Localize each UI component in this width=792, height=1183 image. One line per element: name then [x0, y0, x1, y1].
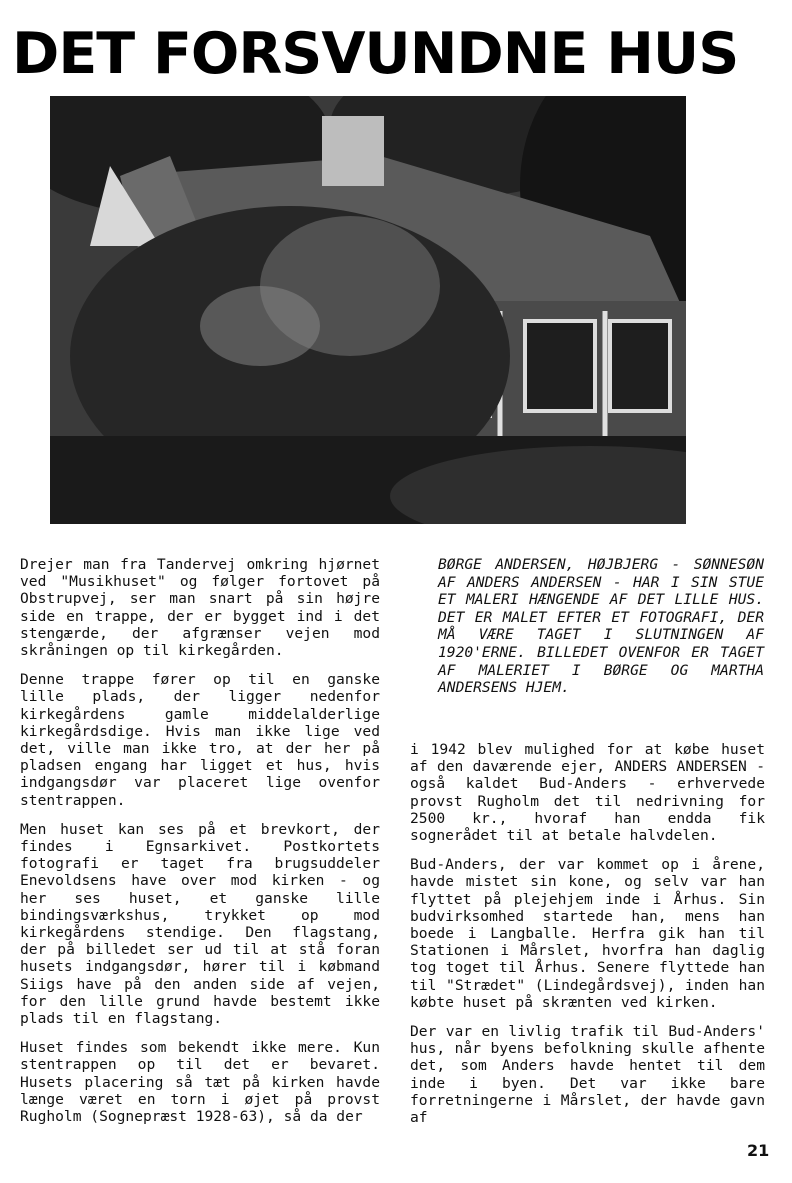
paragraph: Huset findes som bekendt ikke mere. Kun stentrappen op til det er bevaret. Husets placering så tæt på kirken havde længe været en torn i øjet på provst Rugholm (Sognepræst 1928-63), så da der — [20, 1039, 380, 1126]
right-column — [410, 741, 765, 1138]
paragraph: Denne trappe fører op til en ganske lille plads, der ligger nedenfor kirkegårdens gamle middelalderlige kirkegårdsdige. Hvis man ikke lige ved det, ville man ikke tro, at der her på pladsen engang har ligget et hus, hvis indgangsdør var placeret lige ovenfor stentrappen. — [20, 671, 380, 809]
paragraph: Der var en livlig trafik til Bud-Anders' hus, når byens befolkning skulle afhente det, som Anders havde hentet til dem inde i byen. Det var ikke bare forretningerne i Mårslet, der havde gavn af — [410, 1023, 765, 1127]
house-image-icon — [50, 96, 686, 524]
paragraph: i 1942 blev mulighed for at købe huset af den daværende ejer, ANDERS ANDERSEN - også kaldet Bud-Anders - erhvervede provst Rugholm det til nedrivning for 2500 kr., hvoraf han endda fik sognerådet til at betale halvdelen. — [410, 741, 765, 845]
left-column — [20, 556, 380, 1137]
photo-caption: BØRGE ANDERSEN, HØJBJERG - SØNNESØN AF ANDERS ANDERSEN - HAR I SIN STUE ET MALERI HÆNGENDE AF DET LILLE HUS. DET ER MALET EFTER ET FOTOGRAFI, DER MÅ VÆRE TAGET I SLUTNINGEN AF 1920'ERNE. BILLEDET OVENFOR ER TAGET AF MALERIET I BØRGE OG MARTHA ANDERSENS HJEM. — [438, 556, 764, 697]
page-number: 21 — [747, 1141, 770, 1160]
paragraph: Drejer man fra Tandervej omkring hjørnet ved "Musikhuset" og følger fortovet på Obstrupvej, ser man snart på sin højre side en trappe, der er bygget ind i det stengærde, der afgrænser vejen mod skråningen op til kirkegården. — [20, 556, 380, 660]
paragraph: Bud-Anders, der var kommet op i årene, havde mistet sin kone, og selv var han flyttet på plejehjem inde i Århus. Sin budvirksomhed startede han, mens han boede i Langballe. Herfra gik han til Stationen i Mårslet, hvorfra han daglig tog toget til Århus. Senere flyttede han til "Strædet" (Lindegårdsvej), inden han købte huset på skrænten ved kirken. — [410, 856, 765, 1011]
paragraph: Men huset kan ses på et brevkort, der findes i Egnsarkivet. Postkortets fotografi er taget fra brugsuddeler Enevoldsens have over mod kirken - og her ses huset, et ganske lille bindingsværkshus, trykket op mod kirkegårdens stendige. Den flagstang, der på billedet ser ud til at stå foran husets indgangsdør, hører til i købmand Siigs have på den anden side af vejen, for den lille grund havde bestemt ikke plads til en flagstang. — [20, 820, 380, 1028]
page-title: DET FORSVUNDNE HUS — [12, 21, 739, 87]
house-photo — [50, 96, 686, 524]
